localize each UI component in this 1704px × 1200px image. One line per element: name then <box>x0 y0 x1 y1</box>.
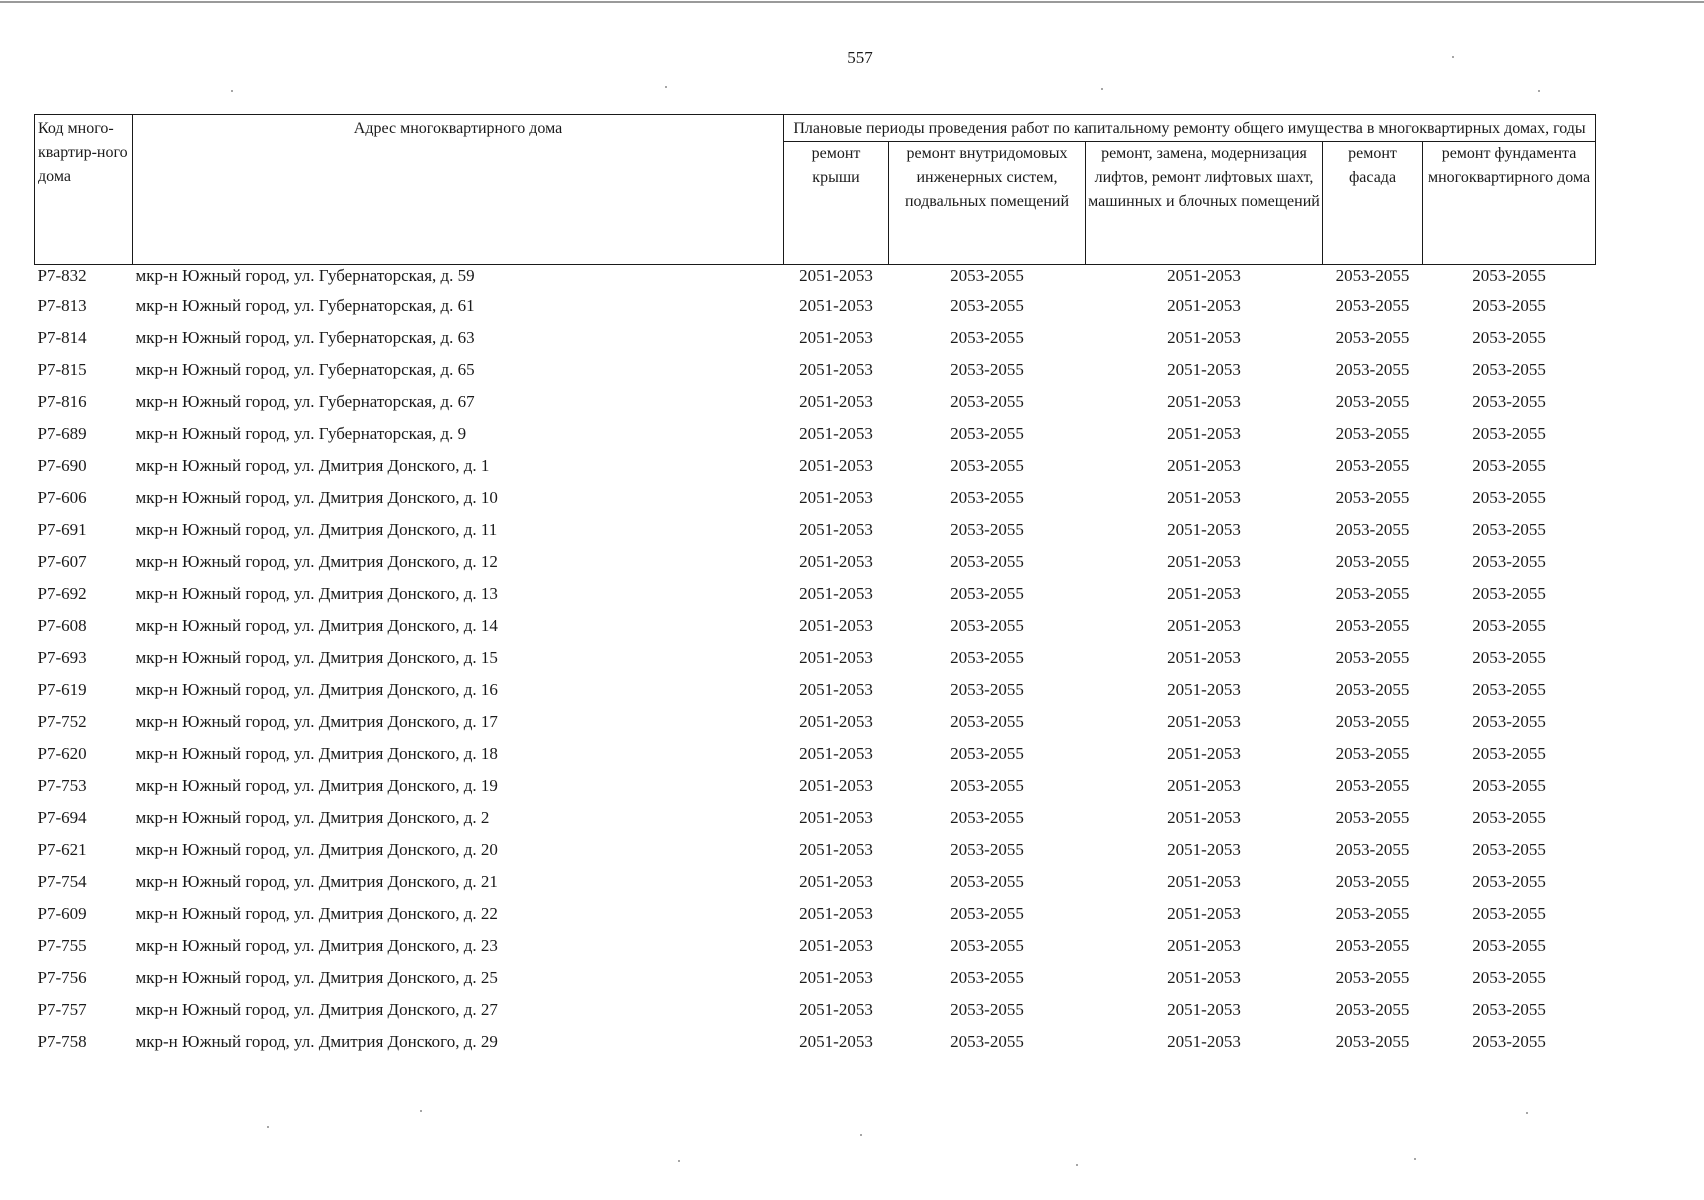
cell-lifts: 2051-2053 <box>1167 904 1241 923</box>
cell-roof: 2051-2053 <box>799 584 873 603</box>
cell-lifts: 2051-2053 <box>1167 968 1241 987</box>
cell-address: мкр-н Южный город, ул. Губернаторская, д. 9 <box>135 424 467 443</box>
cell-facade: 2053-2055 <box>1335 552 1410 571</box>
cell-code: P7-694 <box>37 808 87 827</box>
document-sheet <box>34 114 1595 1058</box>
cell-lifts: 2051-2053 <box>1167 648 1241 667</box>
table-row <box>35 802 1596 834</box>
cell-address: мкр-н Южный город, ул. Дмитрия Донского, д. 22 <box>135 904 498 923</box>
cell-code: P7-693 <box>37 648 87 667</box>
table-row <box>35 265 1596 291</box>
table-row <box>35 386 1596 418</box>
cell-lifts: 2051-2053 <box>1167 584 1241 603</box>
cell-lifts: 2051-2053 <box>1167 392 1241 411</box>
scan-speck <box>1452 56 1454 58</box>
cell-engineering: 2053-2055 <box>950 1000 1024 1019</box>
cell-lifts: 2051-2053 <box>1167 1032 1241 1051</box>
cell-engineering: 2053-2055 <box>950 328 1024 347</box>
header-facade: ремонт фасада <box>1323 142 1423 265</box>
cell-engineering: 2053-2055 <box>950 776 1024 795</box>
cell-roof: 2051-2053 <box>799 680 873 699</box>
cell-facade: 2053-2055 <box>1335 360 1410 379</box>
cell-address: мкр-н Южный город, ул. Дмитрия Донского, д. 25 <box>135 968 498 987</box>
cell-code: P7-752 <box>37 712 87 731</box>
header-code: Код много-квартир-ного дома <box>35 115 133 265</box>
cell-foundation: 2053-2055 <box>1472 392 1546 411</box>
cell-roof: 2051-2053 <box>799 296 873 315</box>
cell-engineering: 2053-2055 <box>950 872 1024 891</box>
cell-address: мкр-н Южный город, ул. Губернаторская, д. 67 <box>135 392 475 411</box>
cell-code: P7-621 <box>37 840 87 859</box>
table-row <box>35 834 1596 866</box>
table-row <box>35 546 1596 578</box>
cell-facade: 2053-2055 <box>1335 328 1410 347</box>
cell-roof: 2051-2053 <box>799 616 873 635</box>
cell-facade: 2053-2055 <box>1335 1000 1410 1019</box>
cell-engineering: 2053-2055 <box>950 712 1024 731</box>
scan-speck <box>1526 1112 1528 1114</box>
cell-lifts: 2051-2053 <box>1167 680 1241 699</box>
cell-foundation: 2053-2055 <box>1472 328 1546 347</box>
scan-speck <box>420 1110 422 1112</box>
cell-facade: 2053-2055 <box>1335 520 1410 539</box>
cell-roof: 2051-2053 <box>799 328 873 347</box>
cell-lifts: 2051-2053 <box>1167 840 1241 859</box>
cell-foundation: 2053-2055 <box>1472 1000 1546 1019</box>
cell-address: мкр-н Южный город, ул. Губернаторская, д. 65 <box>135 360 475 379</box>
cell-facade: 2053-2055 <box>1335 648 1410 667</box>
cell-lifts: 2051-2053 <box>1167 744 1241 763</box>
cell-engineering: 2053-2055 <box>950 840 1024 859</box>
cell-roof: 2051-2053 <box>799 392 873 411</box>
cell-address: мкр-н Южный город, ул. Дмитрия Донского, д. 1 <box>135 456 490 475</box>
cell-facade: 2053-2055 <box>1335 840 1410 859</box>
table-row <box>35 450 1596 482</box>
cell-code: P7-832 <box>37 266 87 285</box>
cell-code: P7-607 <box>37 552 87 571</box>
capital-repair-schedule-table <box>34 114 1596 1058</box>
cell-address: мкр-н Южный город, ул. Дмитрия Донского, д. 18 <box>135 744 498 763</box>
cell-facade: 2053-2055 <box>1335 776 1410 795</box>
cell-address: мкр-н Южный город, ул. Дмитрия Донского, д. 16 <box>135 680 498 699</box>
cell-lifts: 2051-2053 <box>1167 520 1241 539</box>
cell-code: P7-689 <box>37 424 87 443</box>
cell-address: мкр-н Южный город, ул. Дмитрия Донского, д. 21 <box>135 872 498 891</box>
header-engineering: ремонт внутридомовых инженерных систем, подвальных помещений <box>889 142 1086 265</box>
cell-address: мкр-н Южный город, ул. Дмитрия Донского, д. 2 <box>135 808 490 827</box>
cell-facade: 2053-2055 <box>1335 456 1410 475</box>
cell-engineering: 2053-2055 <box>950 648 1024 667</box>
cell-facade: 2053-2055 <box>1335 936 1410 955</box>
table-row <box>35 514 1596 546</box>
cell-facade: 2053-2055 <box>1335 872 1410 891</box>
cell-code: P7-690 <box>37 456 87 475</box>
header-planned-periods: Плановые периоды проведения работ по капитальному ремонту общего имущества в многоквартирных домах, годы <box>784 115 1596 142</box>
cell-address: мкр-н Южный город, ул. Дмитрия Донского, д. 19 <box>135 776 498 795</box>
cell-address: мкр-н Южный город, ул. Дмитрия Донского, д. 14 <box>135 616 498 635</box>
cell-engineering: 2053-2055 <box>950 808 1024 827</box>
cell-foundation: 2053-2055 <box>1472 872 1546 891</box>
cell-foundation: 2053-2055 <box>1472 680 1546 699</box>
cell-lifts: 2051-2053 <box>1167 552 1241 571</box>
cell-foundation: 2053-2055 <box>1472 456 1546 475</box>
cell-code: P7-813 <box>37 296 87 315</box>
cell-roof: 2051-2053 <box>799 552 873 571</box>
cell-lifts: 2051-2053 <box>1167 776 1241 795</box>
cell-foundation: 2053-2055 <box>1472 360 1546 379</box>
cell-facade: 2053-2055 <box>1335 904 1410 923</box>
cell-roof: 2051-2053 <box>799 904 873 923</box>
cell-lifts: 2051-2053 <box>1167 936 1241 955</box>
table-row <box>35 418 1596 450</box>
scan-speck <box>860 1134 862 1136</box>
cell-code: P7-755 <box>37 936 87 955</box>
cell-lifts: 2051-2053 <box>1167 424 1241 443</box>
cell-engineering: 2053-2055 <box>950 392 1024 411</box>
scan-speck <box>1101 88 1103 90</box>
cell-roof: 2051-2053 <box>799 360 873 379</box>
scan-top-rule <box>0 1 1704 3</box>
cell-foundation: 2053-2055 <box>1472 840 1546 859</box>
table-row <box>35 930 1596 962</box>
cell-engineering: 2053-2055 <box>950 456 1024 475</box>
cell-roof: 2051-2053 <box>799 1032 873 1051</box>
cell-address: мкр-н Южный город, ул. Дмитрия Донского, д. 27 <box>135 1000 498 1019</box>
cell-facade: 2053-2055 <box>1335 808 1410 827</box>
cell-foundation: 2053-2055 <box>1472 776 1546 795</box>
cell-foundation: 2053-2055 <box>1472 648 1546 667</box>
cell-code: P7-815 <box>37 360 87 379</box>
scan-speck <box>1538 90 1540 92</box>
cell-facade: 2053-2055 <box>1335 296 1410 315</box>
scan-speck <box>678 1160 680 1162</box>
cell-engineering: 2053-2055 <box>950 744 1024 763</box>
cell-engineering: 2053-2055 <box>950 680 1024 699</box>
cell-roof: 2051-2053 <box>799 840 873 859</box>
cell-address: мкр-н Южный город, ул. Дмитрия Донского, д. 10 <box>135 488 498 507</box>
cell-foundation: 2053-2055 <box>1472 744 1546 763</box>
cell-code: P7-814 <box>37 328 87 347</box>
cell-lifts: 2051-2053 <box>1167 712 1241 731</box>
cell-foundation: 2053-2055 <box>1472 488 1546 507</box>
cell-facade: 2053-2055 <box>1335 266 1410 285</box>
table-row <box>35 578 1596 610</box>
cell-engineering: 2053-2055 <box>950 360 1024 379</box>
cell-facade: 2053-2055 <box>1335 968 1410 987</box>
cell-foundation: 2053-2055 <box>1472 296 1546 315</box>
cell-engineering: 2053-2055 <box>950 936 1024 955</box>
cell-engineering: 2053-2055 <box>950 584 1024 603</box>
cell-engineering: 2053-2055 <box>950 552 1024 571</box>
page-number: 557 <box>847 48 873 67</box>
cell-address: мкр-н Южный город, ул. Дмитрия Донского, д. 20 <box>135 840 498 859</box>
table-row <box>35 642 1596 674</box>
cell-engineering: 2053-2055 <box>950 424 1024 443</box>
cell-roof: 2051-2053 <box>799 488 873 507</box>
cell-roof: 2051-2053 <box>799 1000 873 1019</box>
cell-code: P7-758 <box>37 1032 87 1051</box>
cell-code: P7-606 <box>37 488 87 507</box>
header-foundation: ремонт фундамента многоквартирного дома <box>1423 142 1596 265</box>
cell-address: мкр-н Южный город, ул. Дмитрия Донского, д. 11 <box>135 520 498 539</box>
cell-address: мкр-н Южный город, ул. Дмитрия Донского, д. 12 <box>135 552 498 571</box>
cell-roof: 2051-2053 <box>799 808 873 827</box>
scan-speck <box>231 90 233 92</box>
scan-speck <box>665 86 667 88</box>
cell-facade: 2053-2055 <box>1335 680 1410 699</box>
cell-foundation: 2053-2055 <box>1472 904 1546 923</box>
cell-foundation: 2053-2055 <box>1472 1032 1546 1051</box>
cell-facade: 2053-2055 <box>1335 744 1410 763</box>
table-row <box>35 482 1596 514</box>
cell-code: P7-816 <box>37 392 87 411</box>
cell-foundation: 2053-2055 <box>1472 552 1546 571</box>
cell-code: P7-620 <box>37 744 87 763</box>
cell-code: P7-754 <box>37 872 87 891</box>
cell-facade: 2053-2055 <box>1335 488 1410 507</box>
cell-code: P7-756 <box>37 968 87 987</box>
cell-lifts: 2051-2053 <box>1167 328 1241 347</box>
header-lifts: ремонт, замена, модернизация лифтов, ремонт лифтовых шахт, машинных и блочных помещений <box>1086 142 1323 265</box>
cell-lifts: 2051-2053 <box>1167 456 1241 475</box>
cell-roof: 2051-2053 <box>799 968 873 987</box>
cell-foundation: 2053-2055 <box>1472 712 1546 731</box>
table-row <box>35 674 1596 706</box>
cell-roof: 2051-2053 <box>799 776 873 795</box>
cell-foundation: 2053-2055 <box>1472 266 1546 285</box>
cell-engineering: 2053-2055 <box>950 296 1024 315</box>
table-row <box>35 290 1596 322</box>
table-row <box>35 322 1596 354</box>
cell-facade: 2053-2055 <box>1335 616 1410 635</box>
cell-address: мкр-н Южный город, ул. Губернаторская, д. 59 <box>135 266 475 285</box>
cell-roof: 2051-2053 <box>799 936 873 955</box>
cell-engineering: 2053-2055 <box>950 968 1024 987</box>
cell-address: мкр-н Южный город, ул. Дмитрия Донского, д. 17 <box>135 712 498 731</box>
cell-facade: 2053-2055 <box>1335 392 1410 411</box>
table-row <box>35 706 1596 738</box>
cell-roof: 2051-2053 <box>799 266 873 285</box>
cell-foundation: 2053-2055 <box>1472 616 1546 635</box>
cell-facade: 2053-2055 <box>1335 584 1410 603</box>
cell-engineering: 2053-2055 <box>950 616 1024 635</box>
cell-roof: 2051-2053 <box>799 744 873 763</box>
cell-lifts: 2051-2053 <box>1167 266 1241 285</box>
cell-engineering: 2053-2055 <box>950 520 1024 539</box>
cell-address: мкр-н Южный город, ул. Дмитрия Донского, д. 23 <box>135 936 498 955</box>
cell-code: P7-619 <box>37 680 87 699</box>
cell-facade: 2053-2055 <box>1335 424 1410 443</box>
cell-address: мкр-н Южный город, ул. Губернаторская, д. 63 <box>135 328 475 347</box>
cell-address: мкр-н Южный город, ул. Дмитрия Донского, д. 29 <box>135 1032 498 1051</box>
cell-code: P7-757 <box>37 1000 87 1019</box>
scan-speck <box>267 1126 269 1128</box>
cell-roof: 2051-2053 <box>799 424 873 443</box>
table-row <box>35 610 1596 642</box>
cell-roof: 2051-2053 <box>799 648 873 667</box>
table-row <box>35 354 1596 386</box>
header-address: Адрес многоквартирного дома <box>133 115 784 265</box>
cell-code: P7-608 <box>37 616 87 635</box>
cell-lifts: 2051-2053 <box>1167 808 1241 827</box>
cell-foundation: 2053-2055 <box>1472 520 1546 539</box>
table-body <box>35 265 1596 1059</box>
cell-foundation: 2053-2055 <box>1472 584 1546 603</box>
cell-lifts: 2051-2053 <box>1167 872 1241 891</box>
cell-address: мкр-н Южный город, ул. Губернаторская, д. 61 <box>135 296 475 315</box>
cell-roof: 2051-2053 <box>799 712 873 731</box>
cell-foundation: 2053-2055 <box>1472 424 1546 443</box>
cell-facade: 2053-2055 <box>1335 1032 1410 1051</box>
cell-lifts: 2051-2053 <box>1167 296 1241 315</box>
cell-code: P7-753 <box>37 776 87 795</box>
cell-foundation: 2053-2055 <box>1472 936 1546 955</box>
cell-engineering: 2053-2055 <box>950 1032 1024 1051</box>
header-roof: ремонт крыши <box>784 142 889 265</box>
table-row <box>35 1026 1596 1058</box>
cell-engineering: 2053-2055 <box>950 904 1024 923</box>
cell-foundation: 2053-2055 <box>1472 968 1546 987</box>
cell-code: P7-609 <box>37 904 87 923</box>
table-row <box>35 898 1596 930</box>
table-row <box>35 866 1596 898</box>
cell-engineering: 2053-2055 <box>950 488 1024 507</box>
table-header <box>35 115 1596 265</box>
cell-address: мкр-н Южный город, ул. Дмитрия Донского, д. 13 <box>135 584 498 603</box>
cell-address: мкр-н Южный город, ул. Дмитрия Донского, д. 15 <box>135 648 498 667</box>
cell-facade: 2053-2055 <box>1335 712 1410 731</box>
cell-lifts: 2051-2053 <box>1167 616 1241 635</box>
cell-foundation: 2053-2055 <box>1472 808 1546 827</box>
cell-code: P7-692 <box>37 584 87 603</box>
cell-roof: 2051-2053 <box>799 520 873 539</box>
cell-lifts: 2051-2053 <box>1167 488 1241 507</box>
cell-roof: 2051-2053 <box>799 456 873 475</box>
table-row <box>35 770 1596 802</box>
cell-lifts: 2051-2053 <box>1167 1000 1241 1019</box>
table-row <box>35 962 1596 994</box>
cell-engineering: 2053-2055 <box>950 266 1024 285</box>
scan-speck <box>1414 1158 1416 1160</box>
cell-lifts: 2051-2053 <box>1167 360 1241 379</box>
table-row <box>35 994 1596 1026</box>
scan-speck <box>1076 1164 1078 1166</box>
cell-roof: 2051-2053 <box>799 872 873 891</box>
cell-code: P7-691 <box>37 520 87 539</box>
table-row <box>35 738 1596 770</box>
